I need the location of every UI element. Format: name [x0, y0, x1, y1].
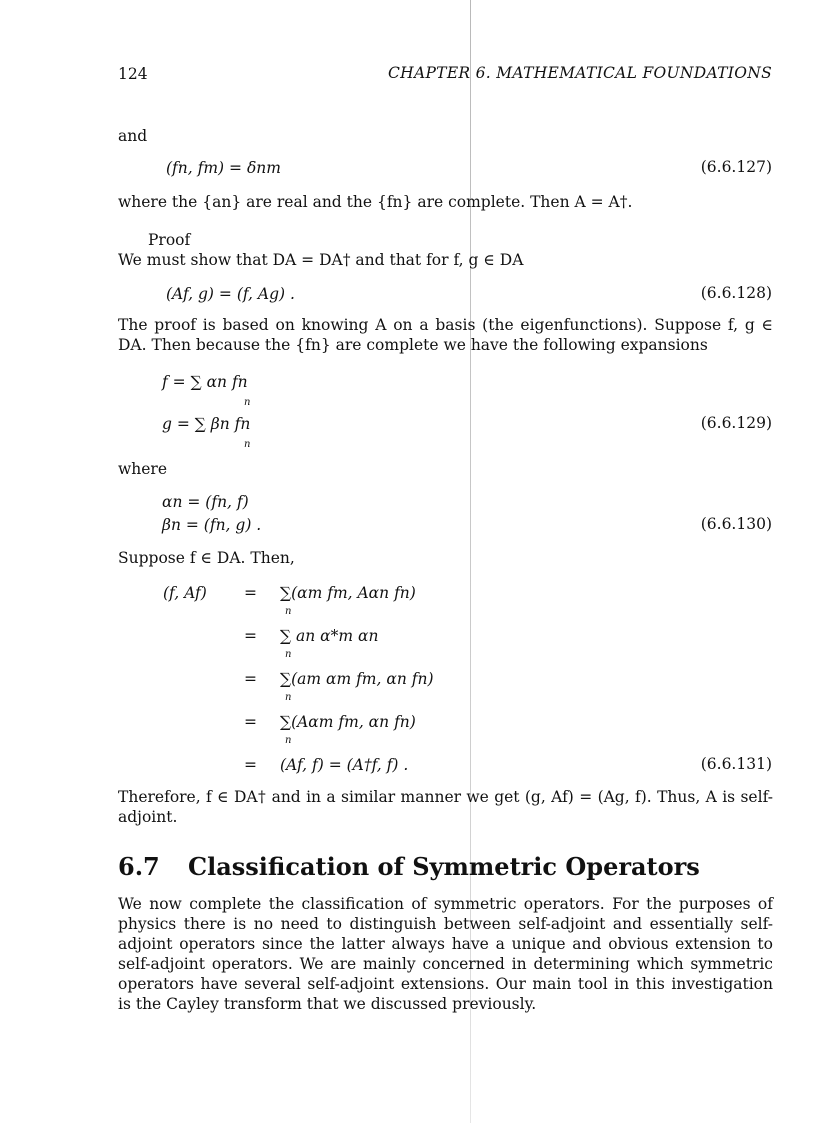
equals-sign: =: [244, 584, 257, 602]
sum-index-n: n: [285, 606, 292, 617]
text-and: and: [118, 127, 148, 145]
equation-label-130: (6.6.130): [700, 515, 772, 533]
basis-paragraph: The proof is based on knowing A on a basis (the eigenfunctions). Suppose f, g ∈ DA. Then because the {fn} are complete we have the following expansions: [118, 316, 773, 354]
equation-127: (fn, fm) = δnm: [166, 159, 281, 177]
equation-131-line1: ∑(αm fm, Aαn fn): [280, 584, 416, 602]
sum-index-n: n: [285, 649, 292, 660]
equals-sign: =: [244, 713, 257, 731]
therefore-paragraph: Therefore, f ∈ DA† and in a similar manner we get (g, Af) = (Ag, f). Thus, A is self-adjoint.: [118, 788, 773, 826]
equation-131-line4: ∑(Aαm fm, αn fn): [280, 713, 416, 731]
equation-131-lhs: (f, Af): [163, 584, 207, 602]
sum-index-n: n: [244, 397, 251, 408]
equation-130-beta: βn = (fn, g) .: [162, 516, 262, 534]
proof-label: Proof: [148, 231, 191, 249]
equation-128: (Af, g) = (f, Ag) .: [166, 285, 295, 303]
equation-131-line5: (Af, f) = (A†f, f) .: [280, 756, 409, 774]
suppose-text: Suppose f ∈ DA. Then,: [118, 549, 295, 567]
equation-129-f: f = ∑ αn fn: [162, 373, 248, 391]
text-where: where: [118, 460, 168, 478]
sum-index-n: n: [285, 735, 292, 746]
must-show-text: We must show that DA = DA† and that for f, g ∈ DA: [118, 251, 524, 269]
equals-sign: =: [244, 670, 257, 688]
section-number: 6.7: [118, 852, 160, 881]
equation-label-131: (6.6.131): [700, 755, 772, 773]
equals-sign: =: [244, 627, 257, 645]
equation-131-line3: ∑(am αm fm, αn fn): [280, 670, 434, 688]
classification-paragraph: We now complete the classification of symmetric operators. For the purposes of physics there is no need to distinguish between self-adjoint and essentially self- adjoint operators since the latter always have a unique and obvious extension to self-adjoint operators. We are mainly concerned in determining which symmetric operators have several self-adjoint extensions. Our main tool in this investigation is the Cayley transform that we discussed previously.: [118, 895, 773, 1013]
section-title: Classification of Symmetric Operators: [188, 852, 700, 881]
equals-sign: =: [244, 756, 257, 774]
sum-index-n: n: [244, 439, 251, 450]
running-header: CHAPTER 6. MATHEMATICAL FOUNDATIONS: [387, 64, 772, 82]
equation-label-129: (6.6.129): [700, 414, 772, 432]
equation-130-alpha: αn = (fn, f): [162, 493, 249, 511]
page-number: 124: [118, 65, 148, 83]
complete-statement: where the {an} are real and the {fn} are complete. Then A = A†.: [118, 193, 633, 211]
equation-129-g: g = ∑ βn fn: [162, 415, 251, 433]
sum-index-n: n: [285, 692, 292, 703]
equation-131-line2: ∑ an α*m αn: [280, 627, 379, 645]
equation-label-128: (6.6.128): [700, 284, 772, 302]
equation-label-127: (6.6.127): [700, 158, 772, 176]
